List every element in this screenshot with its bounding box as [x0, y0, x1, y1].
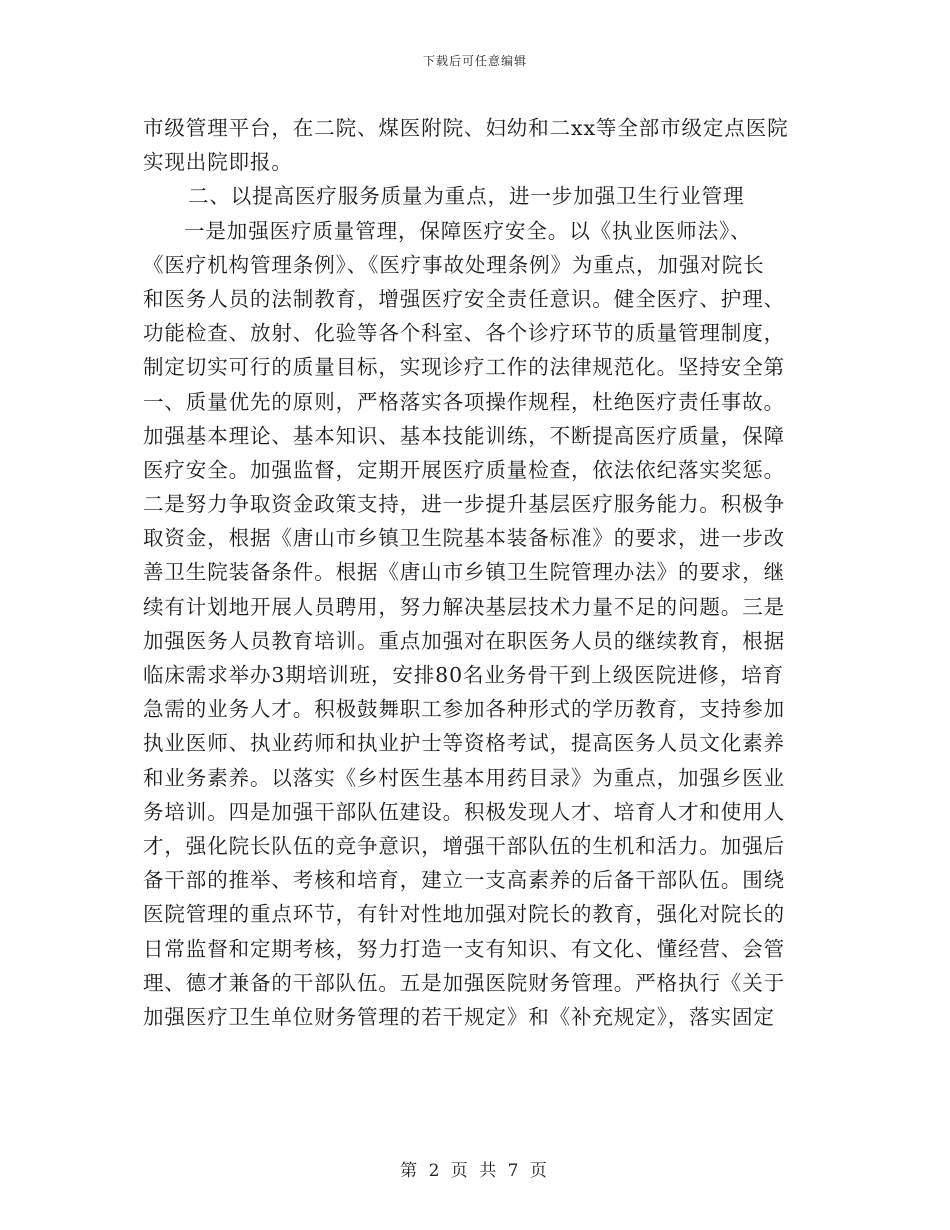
body-line: 取资金，根据《唐山市乡镇卫生院基本装备标准》的要求，进一步改 — [143, 526, 785, 551]
body-line: 一、质量优先的原则，严格落实各项操作规程，杜绝医疗责任事故。 — [143, 389, 785, 414]
page-header: 下载后可任意编辑 — [422, 54, 527, 68]
body-line: 加强医务人员教育培训。重点加强对在职医务人员的继续教育，根据 — [143, 628, 785, 653]
body-line: 市级管理平台，在二院、煤医附院、妇幼和二xx等全部市级定点医院 — [143, 116, 789, 140]
body-line: 医院管理的重点环节，有针对性地加强对院长的教育，强化对院长的 — [143, 902, 785, 927]
body-line: 理、德才兼备的干部队伍。五是加强医院财务管理。严格执行《关于 — [143, 970, 785, 995]
body-line: 制定切实可行的质量目标，实现诊疗工作的法律规范化。坚持安全第 — [143, 355, 785, 380]
body-line: 和业务素养。以落实《乡村医生基本用药目录》为重点，加强乡医业 — [143, 765, 785, 790]
body-line: 加强医疗卫生单位财务管理的若干规定》和《补充规定》，落实固定 — [143, 1004, 775, 1029]
page-number: 第 2 页 共 7 页 — [400, 1161, 550, 1181]
body-line: 急需的业务人才。积极鼓舞职工参加各种形式的学历教育，支持参加 — [143, 697, 785, 722]
body-line: 日常监督和定期考核，努力打造一支有知识、有文化、懂经营、会管 — [143, 936, 785, 961]
body-line: 备干部的推举、考核和培育，建立一支高素养的后备干部队伍。围绕 — [143, 868, 785, 893]
paragraph-start: 一是加强医疗质量管理，保障医疗安全。以《执业医师法》、 — [184, 218, 752, 243]
body-line: 加强基本理论、基本知识、基本技能训练，不断提高医疗质量，保障 — [143, 423, 785, 448]
body-line: 《医疗机构管理条例》、《医疗事故处理条例》为重点，加强对院长 — [143, 252, 765, 277]
body-line: 才，强化院长队伍的竞争意识，增强干部队伍的生机和活力。加强后 — [143, 833, 785, 858]
body-line: 和医务人员的法制教育，增强医疗安全责任意识。健全医疗、护理、 — [143, 286, 785, 311]
body-line: 务培训。四是加强干部队伍建设。积极发现人才、培育人才和使用人 — [143, 799, 785, 824]
section-heading: 二、以提高医疗服务质量为重点，进一步加强卫生行业管理 — [188, 184, 745, 209]
body-line: 功能检查、放射、化验等各个科室、各个诊疗环节的质量管理制度， — [143, 321, 785, 346]
body-line: 执业医师、执业药师和执业护士等资格考试，提高医务人员文化素养 — [143, 731, 785, 756]
document-body — [143, 111, 823, 1034]
body-line: 续有计划地开展人员聘用，努力解决基层技术力量不足的问题。三是 — [143, 594, 785, 619]
body-line: 临床需求举办3期培训班，安排80名业务骨干到上级医院进修，培育 — [143, 663, 785, 687]
body-line: 二是努力争取资金政策支持，进一步提升基层医疗服务能力。积极争 — [143, 492, 785, 517]
body-line: 医疗安全。加强监督，定期开展医疗质量检查，依法依纪落实奖惩。 — [143, 457, 785, 482]
body-line: 实现出院即报。 — [143, 150, 293, 175]
body-line: 善卫生院装备条件。根据《唐山市乡镇卫生院管理办法》的要求，继 — [143, 560, 785, 585]
